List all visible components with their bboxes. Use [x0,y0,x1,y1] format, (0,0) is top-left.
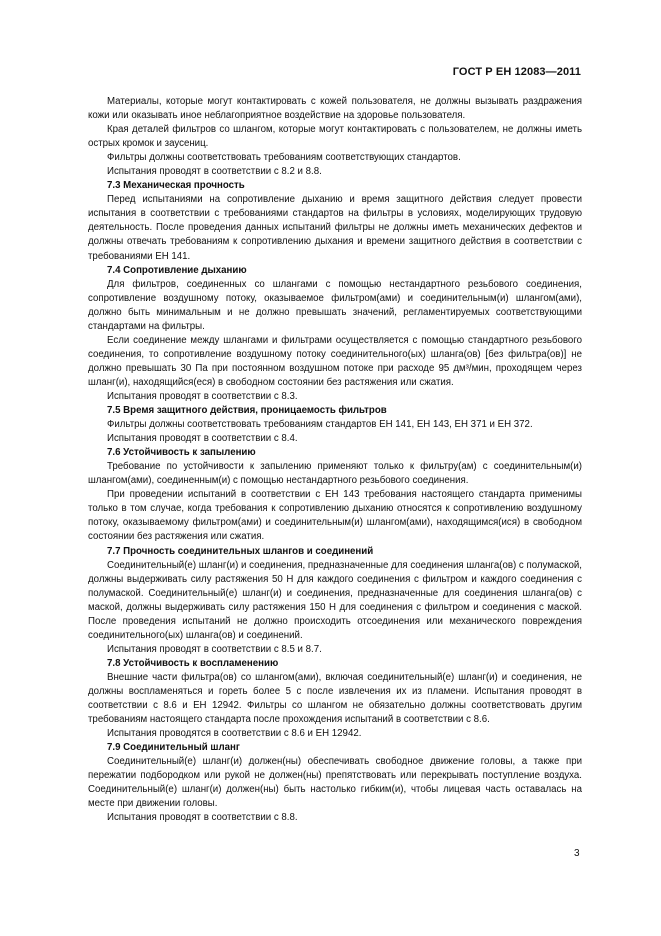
body-paragraph: Перед испытаниями на сопротивление дыханию и время защитного действия следует провести испытания в соответствии с требованиями стандартов на фильтры в условиях, моделирующих трудовую деятельность. После проведения данных испытаний фильтры не должны иметь механических дефектов и должны отвечать требованиям к сопротивлению дыхания и времени защитного действия в соответствии с требованиями ЕН 141. [88,194,582,262]
body-paragraph: Требование по устойчивости к запылению применяют только к фильтру(ам) с соединительным(и) шлангом(ами), соединенным(и) с помощью нестандартного резьбового соединения. [88,461,582,487]
body-paragraph: Соединительный(е) шланг(и) и соединения, предназначенные для соединения шланга(ов) с полумаской, должны выдерживать силу растяжения 50 Н для каждого соединения с фильтром и каждого соединения с полумаской. Соединительный(е) шланг(и) и соединения, предназначенные для соединения шланга(ов) с маской, должны выдерживать силу растяжения 150 Н для соединения с фильтром и соединения с маской. После проведения испытаний не должно происходить отсоединения или механического повреждения соединительного(ых) шланга(ов) и соединений. [88,559,582,641]
body-paragraph: Края деталей фильтров со шлангом, которые могут контактировать с пользователем, не должны иметь острых кромок и заусениц. [88,124,582,150]
body-paragraph: Для фильтров, соединенных со шлангами с помощью нестандартного резьбового соединения, сопротивление воздушному потоку, оказываемое фильтром(ами) и соединительным(и) шлангом(ами), должно быть минимальным и не должно превышать значений, регламентируемых соответствующими стандартами на фильтры. [88,278,582,332]
section-heading: 7.5 Время защитного действия, проницаемость фильтров [107,405,387,417]
section-heading: 7.9 Соединительный шланг [107,742,240,754]
section-heading: 7.8 Устойчивость к воспламенению [107,657,279,669]
body-paragraph: Соединительный(е) шланг(и) должен(ны) обеспечивать свободное движение головы, а также при пережатии подбородком или рукой не должен(ны) препятствовать или перекрывать поступление воздуха. Соединительный(е) шланг(и) должен(ны) быть настолько гибким(и), чтобы лицевая часть оставалась на месте при движении головы. [88,756,582,810]
section-heading: 7.7 Прочность соединительных шлангов и соединений [107,545,374,557]
section-heading: 7.4 Сопротивление дыханию [107,264,247,276]
body-paragraph: Материалы, которые могут контактировать с кожей пользователя, не должны вызывать раздражения кожи или оказывать иное неблагоприятное воздействие на здоровье пользователя. [88,96,582,122]
body-paragraph: Испытания проводят в соответствии с 8.8. [107,812,298,824]
document-code-header: ГОСТ Р ЕН 12083—2011 [452,66,581,78]
body-paragraph: Испытания проводятся в соответствии с 8.6 и ЕН 12942. [107,728,362,740]
section-heading: 7.6 Устойчивость к запылению [107,447,256,459]
body-paragraph: Испытания проводят в соответствии с 8.4. [107,433,298,445]
document-body [88,95,582,825]
body-paragraph: При проведении испытаний в соответствии с ЕН 143 требования настоящего стандарта применимы только в том случае, когда требования к сопротивлению дыханию относятся к сопротивлению воздушному потоку, оказываемому фильтром(ами) и соединительным(и) шлангом(ами), находящимся(ися) в свободном состоянии без растяжения или сжатия. [88,489,582,543]
body-paragraph: Испытания проводят в соответствии с 8.5 и 8.7. [107,643,322,655]
section-heading: 7.3 Механическая прочность [107,180,245,192]
body-paragraph: Испытания проводят в соответствии с 8.3. [107,390,298,402]
body-paragraph: Фильтры должны соответствовать требованиям стандартов ЕН 141, ЕН 143, ЕН 371 и ЕН 372. [107,419,533,431]
page-number: 3 [574,848,580,859]
body-paragraph: Внешние части фильтра(ов) со шлангом(ами), включая соединительный(е) шланг(и) и соединения, не должны воспламеняться и гореть более 5 с после извлечения их из пламени. Испытания проводят в соответствии с 8.6 и ЕН 12942. Фильтры со шлангом не обязательно должны соответствовать другим требованиям настоящего стандарта после прохождения испытаний в соответствии с 8.6. [88,671,582,726]
body-paragraph: Испытания проводят в соответствии с 8.2 и 8.8. [107,166,322,178]
body-paragraph: Если соединение между шлангами и фильтрами осуществляется с помощью стандартного резьбового соединения, то сопротивление воздушному потоку соединительного(ых) шланга(ов) [без фильтра(ов)] не должно превышать 30 Па при постоянном воздушном потоке при расходе 95 дм³/мин, проходящем через шланг(и), находящийся(еся) в свободном состоянии без растяжения или сжатия. [88,334,582,388]
body-paragraph: Фильтры должны соответствовать требованиям соответствующих стандартов. [107,152,461,164]
